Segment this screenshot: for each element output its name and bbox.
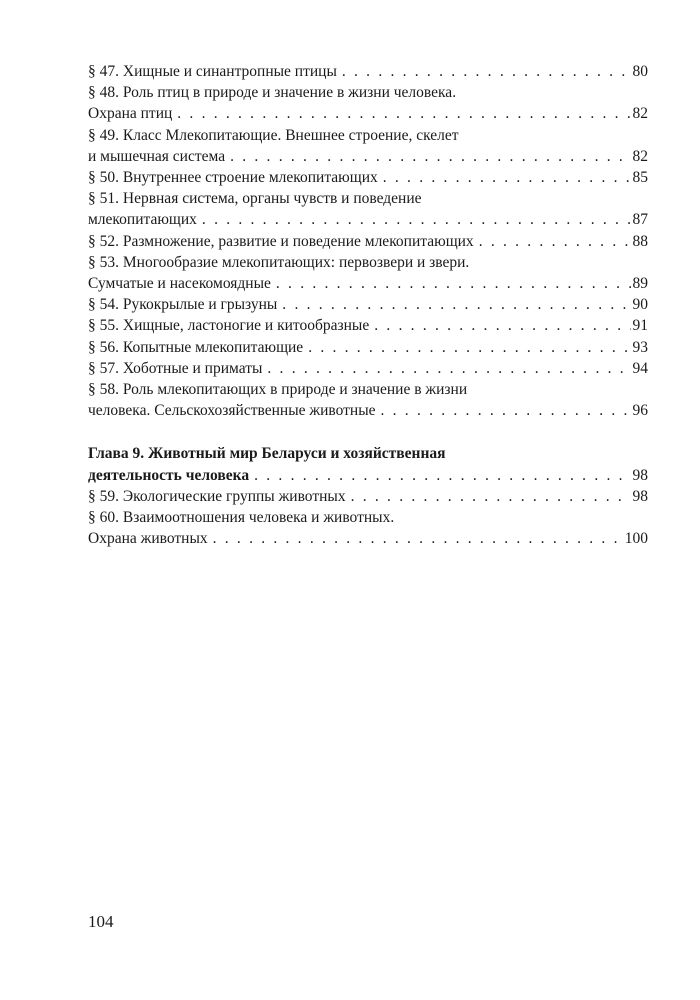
leader-dots: [351, 486, 631, 507]
leader-dots: [213, 528, 623, 549]
toc-entry-title: § 47. Хищные и синантропные птицы: [88, 63, 337, 80]
section-gap: [88, 421, 648, 443]
toc-page-number: 98: [632, 466, 648, 484]
toc-entry-title: § 57. Хоботные и приматы: [88, 359, 263, 377]
toc-chapter-9-line2[interactable]: [88, 465, 648, 486]
toc-entry-52[interactable]: [88, 231, 648, 252]
toc-entry-59[interactable]: [88, 486, 648, 507]
toc-entry-50[interactable]: [88, 167, 648, 188]
toc-page-number: 91: [632, 317, 648, 335]
leader-dots: [282, 294, 630, 315]
toc-page-number: 96: [632, 402, 648, 420]
toc-entry-60-line2[interactable]: [88, 528, 648, 549]
toc-page-number: 89: [632, 275, 648, 293]
toc-entry-title: § 52. Размножение, развитие и поведение млекопитающих: [88, 232, 474, 250]
toc-entry-54[interactable]: [88, 294, 648, 315]
toc-entry-title: § 56. Копытные млекопитающие: [88, 338, 304, 356]
toc-entry-49-line2[interactable]: [88, 146, 648, 167]
toc-entry-53-line2[interactable]: [88, 273, 648, 294]
toc-entry-53-line1[interactable]: [88, 252, 648, 273]
toc-entry-57[interactable]: [88, 358, 648, 379]
leader-dots: [276, 273, 631, 294]
toc-entry-title: § 53. Многообразие млекопитающих: первозвери и звери.: [88, 253, 470, 271]
toc-entry-title: § 59. Экологические группы животных: [88, 487, 346, 505]
toc-entry-title: § 51. Нервная система, органы чувств и поведение: [88, 190, 422, 208]
toc-entry-51-line1[interactable]: [88, 188, 648, 209]
toc-page-number: 93: [632, 338, 648, 356]
leader-dots: [381, 400, 631, 421]
toc-entry-title: § 60. Взаимоотношения человека и животных.: [88, 509, 395, 527]
toc-entry-58-line2[interactable]: [88, 400, 648, 421]
table-of-contents: [88, 61, 648, 549]
toc-entry-47[interactable]: [88, 61, 648, 82]
toc-entry-48-line1[interactable]: [88, 82, 648, 103]
toc-entry-title: § 54. Рукокрылые и грызуны: [88, 296, 278, 314]
toc-entry-49-line1[interactable]: [88, 125, 648, 146]
chapter-title-cont: деятельность человека: [88, 466, 250, 484]
toc-page-number: 100: [624, 530, 648, 548]
toc-page-number: 90: [632, 296, 648, 314]
toc-page-number: 88: [632, 232, 648, 250]
leader-dots: [254, 465, 630, 486]
toc-entry-title-cont: человека. Сельскохозяйственные животные: [88, 402, 376, 420]
toc-entry-title-cont: Сумчатые и насекомоядные: [88, 275, 271, 293]
leader-dots: [230, 146, 630, 167]
leader-dots: [177, 103, 630, 124]
toc-page-number: 94: [632, 359, 648, 377]
toc-chapter-9-line1[interactable]: [88, 443, 648, 464]
toc-entry-60-line1[interactable]: [88, 507, 648, 528]
toc-page-number: 80: [632, 63, 648, 80]
page-number: 104: [88, 912, 114, 931]
leader-dots: [383, 167, 631, 188]
toc-entry-56[interactable]: [88, 337, 648, 358]
toc-entry-48-line2[interactable]: [88, 103, 648, 124]
leader-dots: [374, 315, 630, 336]
toc-page-number: 98: [632, 487, 648, 505]
toc-entry-58-line1[interactable]: [88, 379, 648, 400]
leader-dots: [342, 61, 631, 82]
toc-entry-title: § 50. Внутреннее строение млекопитающих: [88, 169, 378, 187]
toc-entry-title-cont: и мышечная система: [88, 147, 226, 165]
toc-entry-title-cont: млекопитающих: [88, 211, 197, 229]
leader-dots: [308, 337, 630, 358]
toc-entry-title: § 48. Роль птиц в природе и значение в жизни человека.: [88, 84, 457, 102]
leader-dots: [267, 358, 630, 379]
toc-entry-55[interactable]: [88, 315, 648, 336]
toc-entry-51-line2[interactable]: [88, 209, 648, 230]
chapter-title: Глава 9. Животный мир Беларуси и хозяйственная: [88, 445, 446, 463]
leader-dots: [479, 231, 631, 252]
toc-page-number: 87: [632, 211, 648, 229]
toc-page-number: 82: [632, 147, 648, 165]
toc-entry-title-cont: Охрана животных: [88, 530, 208, 548]
toc-entry-title: § 58. Роль млекопитающих в природе и значение в жизни: [88, 381, 468, 399]
toc-page-number: 85: [632, 169, 648, 187]
toc-entry-title: § 49. Класс Млекопитающие. Внешнее строение, скелет: [88, 126, 459, 144]
toc-page-number: 82: [632, 105, 648, 123]
toc-entry-title-cont: Охрана птиц: [88, 105, 173, 123]
leader-dots: [202, 209, 631, 230]
toc-entry-title: § 55. Хищные, ластоногие и китообразные: [88, 317, 370, 335]
